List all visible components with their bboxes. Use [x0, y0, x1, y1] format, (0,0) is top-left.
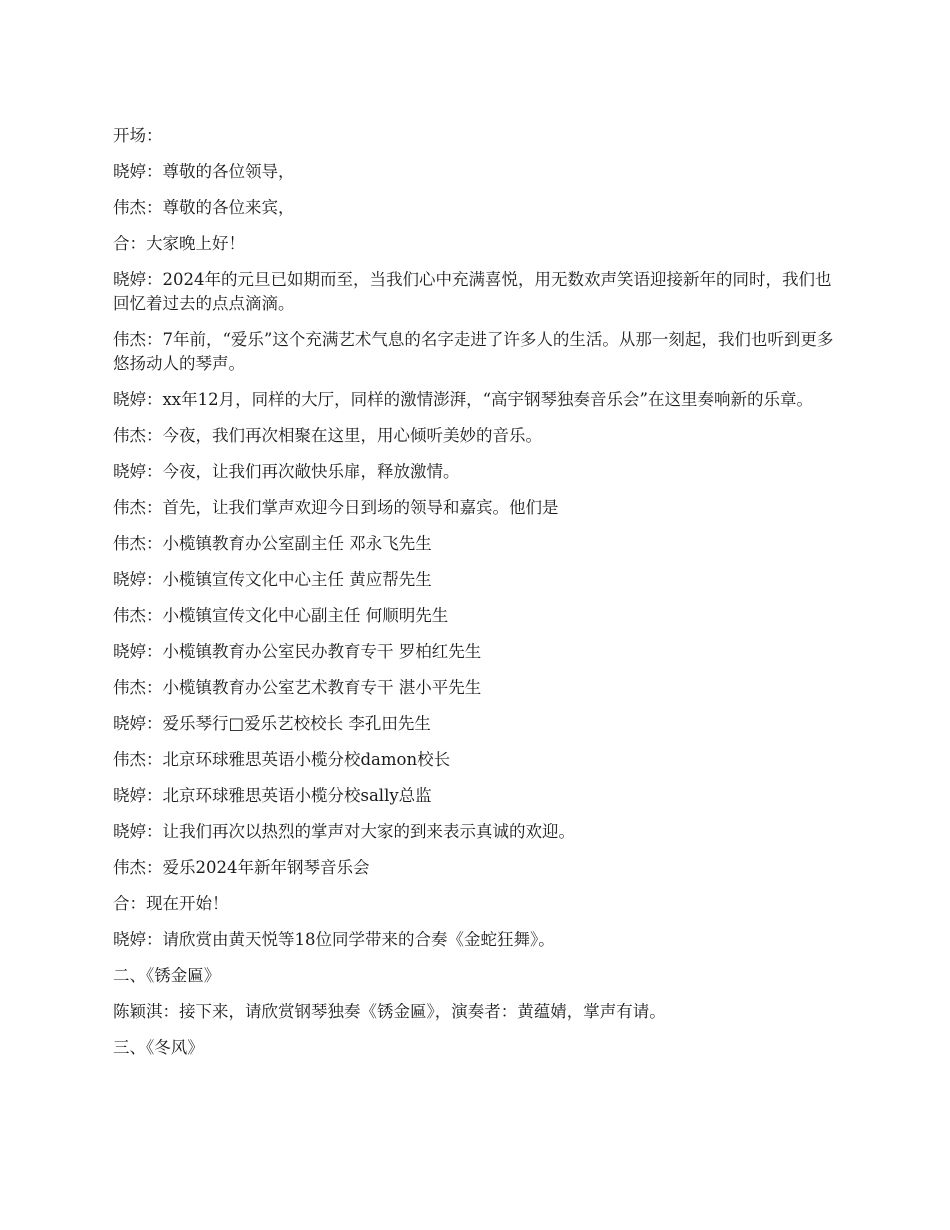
guest-line: 晓婷：小榄镇宣传文化中心主任 黄应帮先生	[113, 570, 432, 589]
guest-line: 晓婷：北京环球雅思英语小榄分校sally总监	[113, 786, 432, 805]
paragraph: 伟杰：7年前，“爱乐”这个充满艺术气息的名字走进了许多人的生活。从那一刻起，我们也听到更多悠扬动人的琴声。	[113, 330, 834, 373]
paragraph: 晓婷：今夜，让我们再次敞快乐扉，释放激情。	[113, 462, 460, 481]
paragraph: 晓婷：2024年的元旦已如期而至，当我们心中充满喜悦，用无数欢声笑语迎接新年的同时，我们也回忆着过去的点点滴滴。	[113, 270, 832, 313]
guest-line: 伟杰：小榄镇教育办公室副主任 邓永飞先生	[113, 534, 432, 553]
paragraph: 伟杰：尊敬的各位来宾，	[113, 198, 295, 217]
paragraph: 晓婷：让我们再次以热烈的掌声对大家的到来表示真诚的欢迎。	[113, 822, 575, 841]
paragraph: 晓婷：尊敬的各位领导，	[113, 162, 295, 181]
paragraph-opening: 开场：	[113, 126, 163, 145]
paragraph: 合：大家晚上好！	[113, 234, 245, 253]
paragraph: 晓婷：xx年12月，同样的大厅，同样的激情澎湃，“高宇钢琴独奏音乐会”在这里奏响新的乐章。	[113, 390, 813, 409]
paragraph: 伟杰：爱乐2024年新年钢琴音乐会	[113, 858, 370, 877]
paragraph: 陈颖淇：接下来，请欣赏钢琴独奏《锈金匾》，演奏者：黄蕴婧，掌声有请。	[113, 1002, 666, 1021]
guest-line: 伟杰：小榄镇教育办公室艺术教育专干 湛小平先生	[113, 678, 482, 697]
document-body	[113, 124, 835, 1072]
paragraph: 伟杰：今夜，我们再次相聚在这里，用心倾听美妙的音乐。	[113, 426, 542, 445]
section-heading: 二、《锈金匾》	[113, 966, 221, 985]
guest-line: 伟杰：小榄镇宣传文化中心副主任 何顺明先生	[113, 606, 449, 625]
guest-line: 晓婷：小榄镇教育办公室民办教育专干 罗柏红先生	[113, 642, 482, 661]
paragraph: 合：现在开始！	[113, 894, 229, 913]
paragraph: 晓婷：请欣赏由黄天悦等18位同学带来的合奏《金蛇狂舞》。	[113, 930, 555, 949]
paragraph: 伟杰：首先，让我们掌声欢迎今日到场的领导和嘉宾。他们是	[113, 498, 559, 517]
section-heading: 三、《冬风》	[113, 1038, 204, 1057]
guest-line: 伟杰：北京环球雅思英语小榄分校damon校长	[113, 750, 451, 769]
guest-line: 晓婷：爱乐琴行□爱乐艺校校长 李孔田先生	[113, 714, 431, 733]
